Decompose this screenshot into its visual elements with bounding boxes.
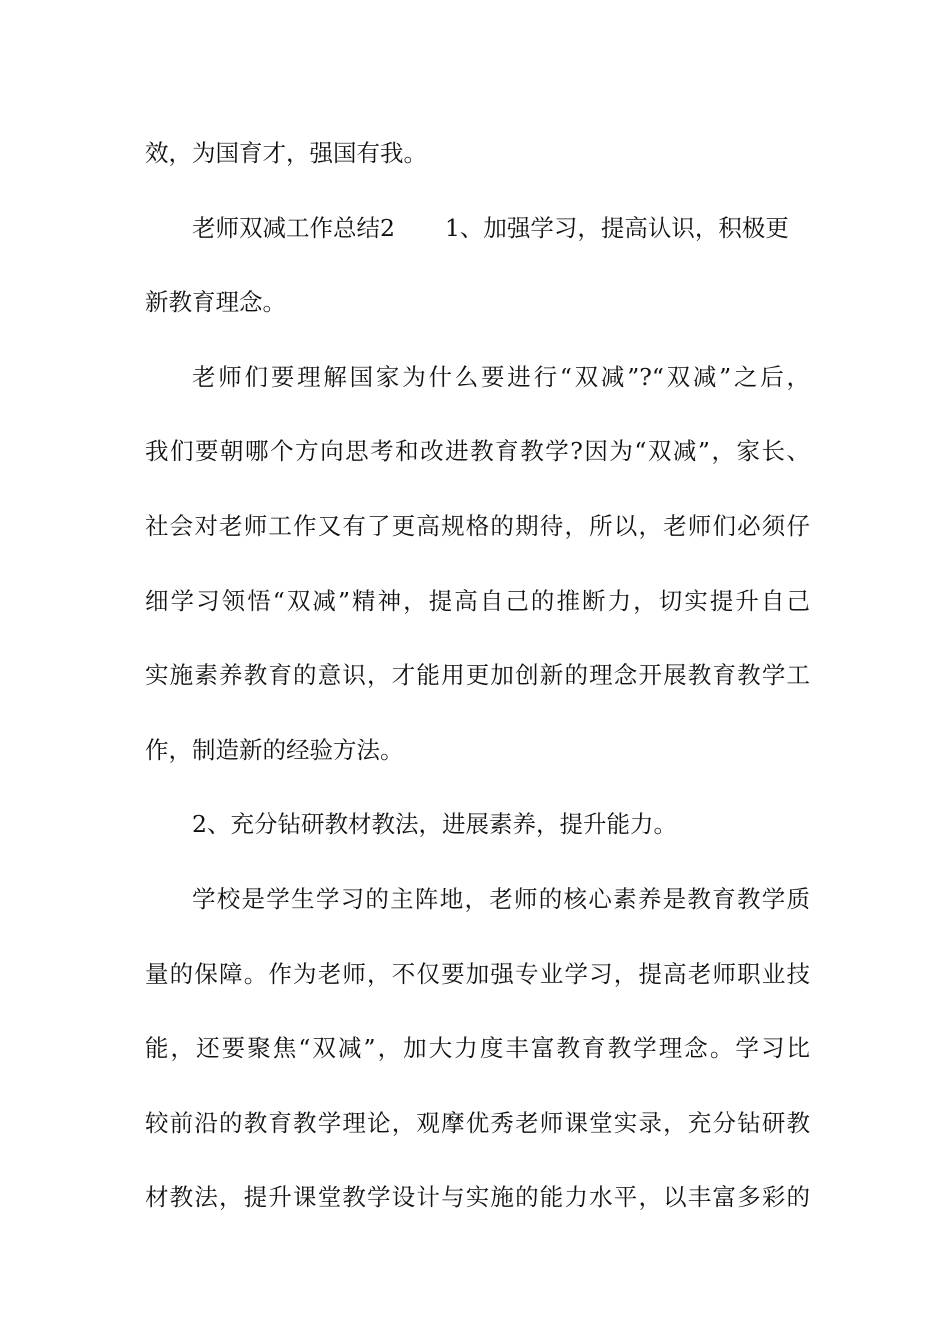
text-line: 实施素养教育的意识，才能用更加创新的理念开展教育教学工: [145, 661, 810, 690]
text-line: 细学习领悟“双减”精神，提高自己的推断力，切实提升自己: [145, 586, 810, 615]
subsection-title: 2、充分钻研教材教法，进展素养，提升能力。: [192, 810, 677, 839]
section-heading: 老师双减工作总结2: [192, 213, 395, 242]
text-line: 量的保障。作为老师，不仅要加强专业学习，提高老师职业技: [145, 959, 810, 988]
text-line: 社会对老师工作又有了更高规格的期待，所以，老师们必须仔: [145, 511, 810, 540]
text-line: 较前沿的教育教学理论，观摩优秀老师课堂实录，充分钻研教: [145, 1108, 810, 1137]
text-line: 效，为国育才，强国有我。: [145, 139, 427, 167]
text-line: 我们要朝哪个方向思考和改进教育教学?因为“双减”，家长、: [145, 437, 810, 466]
paragraph-first-line: 老师们要理解国家为什么要进行“双减”?“双减”之后，: [192, 362, 810, 391]
section-heading-line: [145, 203, 810, 278]
paragraph-first-line: 学校是学生学习的主阵地，老师的核心素养是教育教学质: [192, 884, 810, 913]
text-line: 作，制造新的经验方法。: [145, 735, 404, 764]
text-line: 新教育理念。: [145, 288, 286, 317]
document-body: [145, 128, 810, 1247]
text-line: 材教法，提升课堂教学设计与实施的能力水平，以丰富多彩的: [145, 1183, 810, 1212]
subsection-title: 1、加强学习，提高认识，积极更: [444, 213, 789, 242]
text-line: 能，还要聚焦“双减”，加大力度丰富教育教学理念。学习比: [145, 1034, 810, 1063]
